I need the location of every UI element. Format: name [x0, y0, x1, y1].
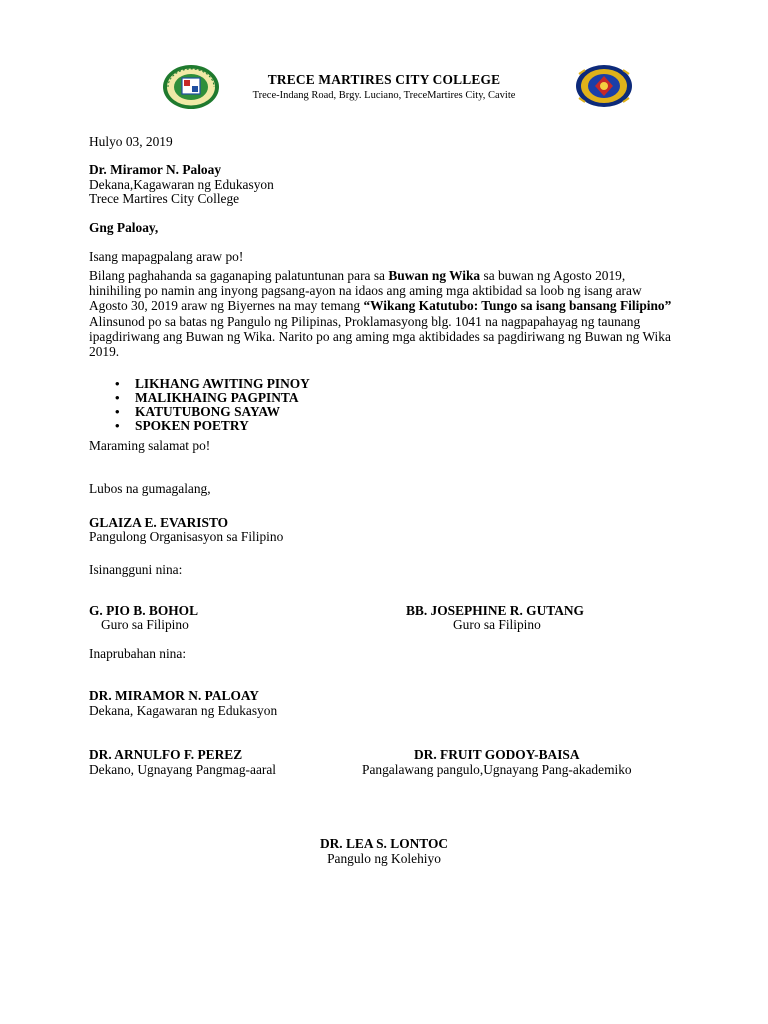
list-item: • SPOKEN POETRY [89, 419, 310, 433]
college-name: TRECE MARTIRES CITY COLLEGE [267, 72, 501, 87]
activities-list [89, 377, 310, 433]
noted-position-1: Guro sa Filipino [101, 617, 189, 632]
recipient-institution: Trece Martires City College [89, 191, 240, 206]
event-name: Buwan ng Wika [388, 268, 481, 283]
approver-position-2: Dekano, Ugnayang Pangmag-aaral [89, 762, 277, 777]
noted-position-2: Guro sa Filipino [453, 617, 541, 632]
college-seal-logo [162, 64, 220, 110]
closing-line: Lubos na gumagalang, [89, 481, 211, 496]
salutation: Gng Paloay, [89, 220, 159, 235]
approver-name-2: DR. ARNULFO F. PEREZ [89, 747, 243, 762]
recipient-position: Dekana,Kagawaran ng Edukasyon [89, 177, 274, 192]
sender-position: Pangulong Organisasyon sa Filipino [89, 529, 284, 544]
approver-position-3: Pangalawang pangulo,Ugnayang Pang-akademiko [362, 762, 632, 777]
sender-name: GLAIZA E. EVARISTO [89, 515, 229, 530]
letter-date: Hulyo 03, 2019 [89, 134, 173, 149]
approver-name-4: DR. LEA S. LONTOC [319, 836, 449, 851]
college-seal-icon [162, 64, 220, 110]
greeting: Isang mapagpalang araw po! [89, 249, 244, 264]
list-item: • LIKHANG AWITING PINOY [89, 377, 310, 391]
list-item: • KATUTUBONG SAYAW [89, 405, 310, 419]
noted-name-2: BB. JOSEPHINE R. GUTANG [406, 603, 584, 618]
body-text-2: sa buwan ng Agosto 2019, hinihiling po namin ang inyong pagsang-ayon na idaos ang aming mga aktibidad sa loob ng isang araw Agosto 30, 2019 araw ng Biyernes na may temang [89, 268, 642, 314]
body-text-1: Bilang paghahanda sa gaganaping palatuntunan para sa [89, 268, 389, 283]
approver-name-3: DR. FRUIT GODOY-BAISA [414, 747, 580, 762]
approved-label: Inaprubahan nina: [89, 646, 187, 661]
event-theme: “Wikang Katutubo: Tungo sa isang bansang Filipino” [363, 298, 672, 314]
approver-name-1: DR. MIRAMOR N. PALOAY [89, 688, 259, 703]
list-item: • MALIKHAING PAGPINTA [89, 391, 310, 405]
noted-name-1: G. PIO B. BOHOL [89, 603, 199, 618]
recipient-name: Dr. Miramor N. Paloay [89, 162, 222, 177]
approver-position-4: Pangulo ng Kolehiyo [327, 851, 441, 866]
college-address: Trece-Indang Road, Brgy. Luciano, TreceMartires City, Cavite [252, 90, 516, 101]
body-paragraph [89, 268, 677, 359]
approver-position-1: Dekana, Kagawaran ng Edukasyon [89, 703, 278, 718]
noted-label: Isinangguni nina: [89, 562, 183, 577]
body-text-3: Alinsunod po sa batas ng Pangulo ng Pilipinas, Proklamasyong blg. 1041 na nagpapahayag ng taunang ipagdiriwang ang Buwan ng Wika. Narito po ang aming mga aktibidades sa pagdiriwang ng Buwan ng Wika 2019. [89, 313, 671, 360]
thanks-line: Maraming salamat po! [89, 438, 211, 453]
